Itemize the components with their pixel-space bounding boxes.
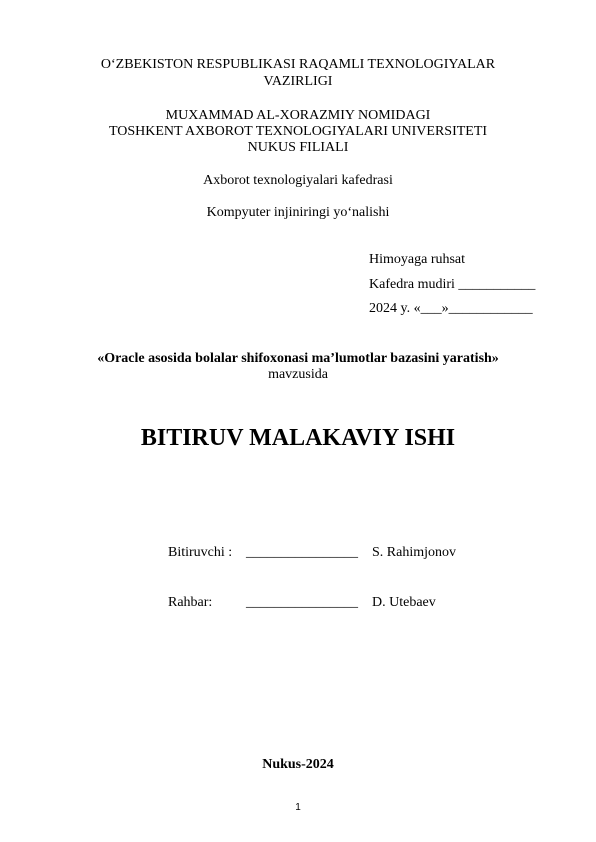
ministry-line-1: O‘ZBEKISTON RESPUBLIKASI RAQAMLI TEXNOLOGIYALAR bbox=[100, 57, 496, 72]
university-line-2: TOSHKENT AXBOROT TEXNOLOGIYALARI UNIVERSITETI bbox=[108, 124, 488, 139]
university-line-3: NUKUS FILIALI bbox=[247, 140, 349, 155]
signature-line: ________________ bbox=[246, 545, 358, 560]
document-title: BITIRUV MALAKAVIY ISHI bbox=[140, 425, 456, 451]
topic-title: «Oracle asosida bolalar shifoxonasi ma’lumotlar bazasini yaratish» bbox=[97, 351, 499, 366]
approval-line-1: Himoyaga ruhsat bbox=[369, 252, 466, 267]
signature-line: ________________ bbox=[246, 595, 358, 610]
department-name: Axborot texnologiyalari kafedrasi bbox=[203, 173, 393, 188]
ministry-line-2: VAZIRLIGI bbox=[263, 74, 333, 89]
direction-name: Kompyuter injiniringi yo‘nalishi bbox=[206, 205, 390, 220]
signature-name: S. Rahimjonov bbox=[372, 545, 457, 560]
approval-line-2: Kafedra mudiri ___________ bbox=[369, 277, 536, 292]
signature-role: Bitiruvchi : bbox=[168, 545, 233, 560]
signature-name: D. Utebaev bbox=[372, 595, 436, 610]
approval-line-3: 2024 y. «___»____________ bbox=[369, 301, 533, 316]
university-line-1: MUXAMMAD AL-XORAZMIY NOMIDAGI bbox=[165, 108, 431, 123]
signature-role: Rahbar: bbox=[168, 595, 213, 610]
topic-suffix: mavzusida bbox=[268, 367, 328, 382]
place-year: Nukus-2024 bbox=[262, 757, 334, 772]
page-number: 1 bbox=[295, 802, 301, 813]
